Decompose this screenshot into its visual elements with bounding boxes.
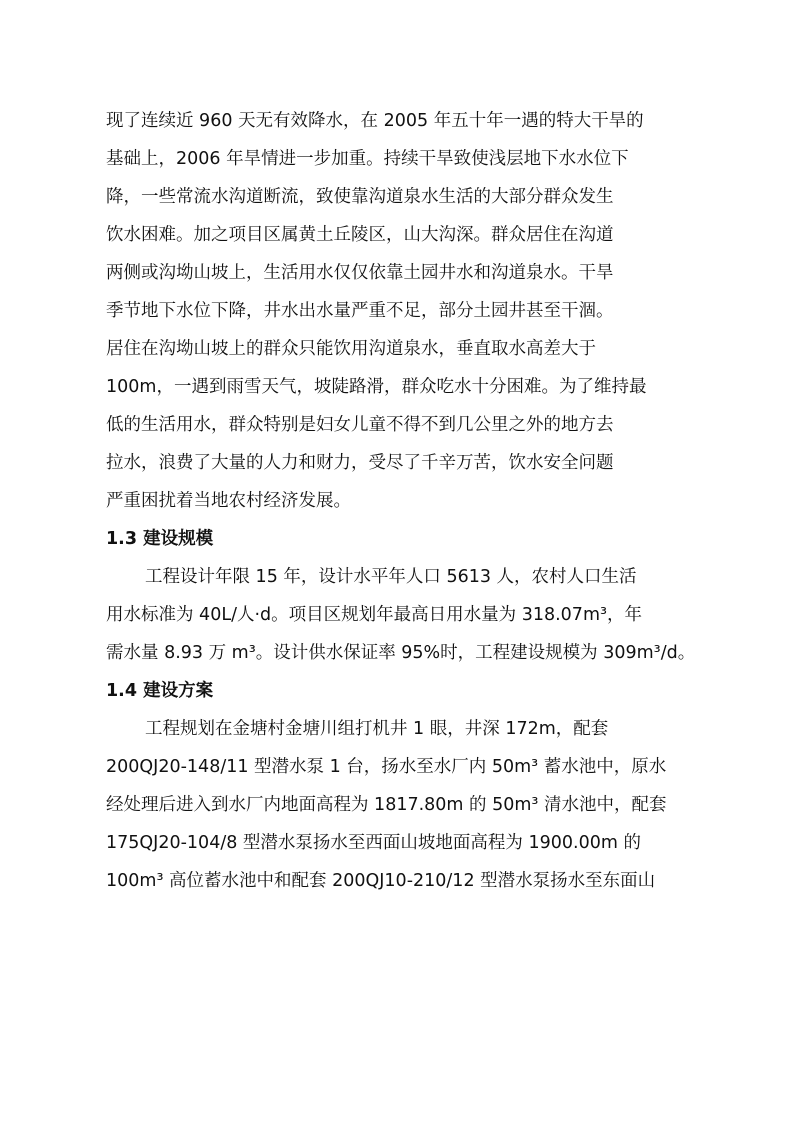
section-heading-1-3: 1.3 建设规模 xyxy=(106,529,214,549)
paragraph-line: 降，一些常流水沟道断流，致使靠沟道泉水生活的大部分群众发生 xyxy=(106,187,614,207)
paragraph-line: 严重困扰着当地农村经济发展。 xyxy=(106,491,351,511)
paragraph-line: 需水量 8.93 万 m³。设计供水保证率 95%时，工程建设规模为 309m³/d。 xyxy=(106,643,696,663)
paragraph-line: 现了连续近 960 天无有效降水，在 2005 年五十年一遇的特大干旱的 xyxy=(106,111,644,131)
section-heading-1-4: 1.4 建设方案 xyxy=(106,681,214,701)
paragraph-line: 基础上，2006 年旱情进一步加重。持续干旱致使浅层地下水水位下 xyxy=(106,149,629,169)
paragraph-line: 用水标准为 40L/人·d。项目区规划年最高日用水量为 318.07m³，年 xyxy=(106,605,643,625)
paragraph-line: 居住在沟坳山坡上的群众只能饮用沟道泉水，垂直取水高差大于 xyxy=(106,339,596,359)
paragraph-line: 100m³ 高位蓄水池中和配套 200QJ10-210/12 型潜水泵扬水至东面山 xyxy=(106,871,656,891)
paragraph-line: 季节地下水位下降，井水出水量严重不足，部分土园井甚至干涸。 xyxy=(106,301,614,321)
paragraph-line: 200QJ20-148/11 型潜水泵 1 台，扬水至水厂内 50m³ 蓄水池中，原水 xyxy=(106,757,667,777)
paragraph-line: 100m，一遇到雨雪天气，坡陡路滑，群众吃水十分困难。为了维持最 xyxy=(106,377,647,397)
paragraph-line: 饮水困难。加之项目区属黄土丘陵区，山大沟深。群众居住在沟道 xyxy=(106,225,614,245)
paragraph-line: 低的生活用水，群众特别是妇女儿童不得不到几公里之外的地方去 xyxy=(106,415,614,435)
paragraph-line: 工程设计年限 15 年，设计水平年人口 5613 人，农村人口生活 xyxy=(145,567,637,587)
paragraph-line: 工程规划在金塘村金塘川组打机井 1 眼，井深 172m，配套 xyxy=(145,719,609,739)
paragraph-line: 拉水，浪费了大量的人力和财力，受尽了千辛万苦，饮水安全问题 xyxy=(106,453,614,473)
paragraph-line: 175QJ20-104/8 型潜水泵扬水至西面山坡地面高程为 1900.00m 的 xyxy=(106,833,641,853)
paragraph-line: 经处理后进入到水厂内地面高程为 1817.80m 的 50m³ 清水池中，配套 xyxy=(106,795,667,815)
paragraph-line: 两侧或沟坳山坡上，生活用水仅仅依靠土园井水和沟道泉水。干旱 xyxy=(106,263,614,283)
